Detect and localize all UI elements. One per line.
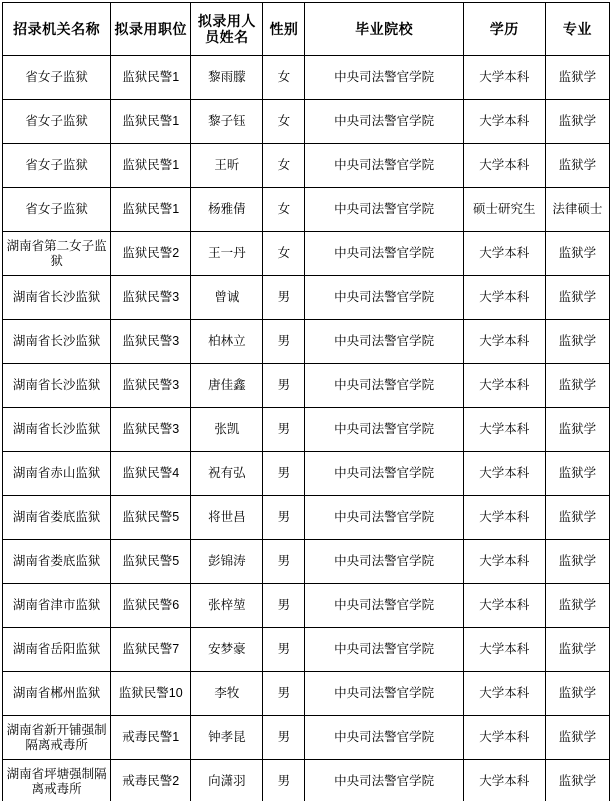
table-row xyxy=(3,56,610,100)
column-header-education: 学历 xyxy=(463,3,545,56)
cell-organization: 省女子监狱 xyxy=(3,188,111,232)
cell-gender: 男 xyxy=(263,276,305,320)
cell-position: 监狱民警1 xyxy=(111,144,191,188)
table-row xyxy=(3,716,610,760)
cell-education: 大学本科 xyxy=(463,100,545,144)
cell-school: 中央司法警官学院 xyxy=(305,320,463,364)
cell-major: 监狱学 xyxy=(545,320,609,364)
column-header-school: 毕业院校 xyxy=(305,3,463,56)
cell-gender: 女 xyxy=(263,188,305,232)
cell-education: 大学本科 xyxy=(463,496,545,540)
cell-candidate-name: 祝有弘 xyxy=(191,452,263,496)
cell-education: 大学本科 xyxy=(463,276,545,320)
column-header-gender: 性别 xyxy=(263,3,305,56)
cell-gender: 男 xyxy=(263,320,305,364)
recruitment-table xyxy=(2,2,610,801)
cell-candidate-name: 李牧 xyxy=(191,672,263,716)
cell-education: 大学本科 xyxy=(463,144,545,188)
cell-position: 戒毒民警1 xyxy=(111,716,191,760)
cell-education: 硕士研究生 xyxy=(463,188,545,232)
cell-major: 法律硕士 xyxy=(545,188,609,232)
cell-position: 监狱民警5 xyxy=(111,540,191,584)
cell-position: 戒毒民警2 xyxy=(111,760,191,801)
cell-school: 中央司法警官学院 xyxy=(305,100,463,144)
column-header-candidate-name: 拟录用人员姓名 xyxy=(191,3,263,56)
cell-organization: 省女子监狱 xyxy=(3,144,111,188)
table-row xyxy=(3,496,610,540)
cell-major: 监狱学 xyxy=(545,716,609,760)
cell-school: 中央司法警官学院 xyxy=(305,760,463,801)
cell-school: 中央司法警官学院 xyxy=(305,364,463,408)
cell-organization: 湖南省郴州监狱 xyxy=(3,672,111,716)
cell-candidate-name: 唐佳鑫 xyxy=(191,364,263,408)
cell-candidate-name: 王一丹 xyxy=(191,232,263,276)
cell-major: 监狱学 xyxy=(545,144,609,188)
cell-organization: 湖南省岳阳监狱 xyxy=(3,628,111,672)
table-row xyxy=(3,672,610,716)
cell-gender: 男 xyxy=(263,672,305,716)
cell-position: 监狱民警1 xyxy=(111,56,191,100)
cell-organization: 湖南省娄底监狱 xyxy=(3,496,111,540)
cell-education: 大学本科 xyxy=(463,452,545,496)
cell-gender: 女 xyxy=(263,56,305,100)
cell-gender: 女 xyxy=(263,144,305,188)
cell-education: 大学本科 xyxy=(463,672,545,716)
cell-gender: 女 xyxy=(263,100,305,144)
header-row xyxy=(3,3,610,56)
cell-major: 监狱学 xyxy=(545,56,609,100)
table-header xyxy=(3,3,610,56)
cell-major: 监狱学 xyxy=(545,584,609,628)
cell-position: 监狱民警3 xyxy=(111,320,191,364)
cell-school: 中央司法警官学院 xyxy=(305,716,463,760)
cell-major: 监狱学 xyxy=(545,276,609,320)
cell-candidate-name: 黎子钰 xyxy=(191,100,263,144)
cell-education: 大学本科 xyxy=(463,628,545,672)
table-body xyxy=(3,56,610,801)
cell-organization: 湖南省长沙监狱 xyxy=(3,276,111,320)
cell-gender: 男 xyxy=(263,364,305,408)
cell-major: 监狱学 xyxy=(545,100,609,144)
cell-gender: 男 xyxy=(263,716,305,760)
cell-major: 监狱学 xyxy=(545,364,609,408)
cell-candidate-name: 安梦豪 xyxy=(191,628,263,672)
cell-major: 监狱学 xyxy=(545,408,609,452)
cell-school: 中央司法警官学院 xyxy=(305,540,463,584)
cell-position: 监狱民警3 xyxy=(111,364,191,408)
table-row xyxy=(3,188,610,232)
cell-education: 大学本科 xyxy=(463,408,545,452)
cell-candidate-name: 黎雨朦 xyxy=(191,56,263,100)
cell-gender: 男 xyxy=(263,628,305,672)
cell-school: 中央司法警官学院 xyxy=(305,452,463,496)
table-row xyxy=(3,232,610,276)
table-row xyxy=(3,276,610,320)
table-row xyxy=(3,540,610,584)
cell-school: 中央司法警官学院 xyxy=(305,276,463,320)
table-row xyxy=(3,320,610,364)
cell-gender: 男 xyxy=(263,760,305,801)
column-header-position: 拟录用职位 xyxy=(111,3,191,56)
cell-education: 大学本科 xyxy=(463,584,545,628)
cell-organization: 湖南省赤山监狱 xyxy=(3,452,111,496)
cell-major: 监狱学 xyxy=(545,232,609,276)
cell-gender: 男 xyxy=(263,408,305,452)
table-row xyxy=(3,364,610,408)
table-row xyxy=(3,100,610,144)
cell-education: 大学本科 xyxy=(463,716,545,760)
cell-candidate-name: 张梓堃 xyxy=(191,584,263,628)
table-row xyxy=(3,628,610,672)
cell-education: 大学本科 xyxy=(463,232,545,276)
cell-school: 中央司法警官学院 xyxy=(305,232,463,276)
cell-school: 中央司法警官学院 xyxy=(305,584,463,628)
cell-organization: 省女子监狱 xyxy=(3,56,111,100)
cell-position: 监狱民警6 xyxy=(111,584,191,628)
cell-major: 监狱学 xyxy=(545,496,609,540)
cell-candidate-name: 将世昌 xyxy=(191,496,263,540)
cell-education: 大学本科 xyxy=(463,56,545,100)
cell-school: 中央司法警官学院 xyxy=(305,188,463,232)
cell-candidate-name: 曾诚 xyxy=(191,276,263,320)
cell-candidate-name: 张凯 xyxy=(191,408,263,452)
table-row xyxy=(3,144,610,188)
cell-position: 监狱民警3 xyxy=(111,276,191,320)
cell-education: 大学本科 xyxy=(463,760,545,801)
table-row xyxy=(3,760,610,801)
cell-position: 监狱民警10 xyxy=(111,672,191,716)
cell-school: 中央司法警官学院 xyxy=(305,408,463,452)
table-row xyxy=(3,584,610,628)
cell-school: 中央司法警官学院 xyxy=(305,628,463,672)
cell-major: 监狱学 xyxy=(545,672,609,716)
cell-organization: 湖南省长沙监狱 xyxy=(3,408,111,452)
cell-position: 监狱民警1 xyxy=(111,188,191,232)
cell-candidate-name: 王昕 xyxy=(191,144,263,188)
cell-organization: 湖南省第二女子监狱 xyxy=(3,232,111,276)
cell-position: 监狱民警4 xyxy=(111,452,191,496)
cell-school: 中央司法警官学院 xyxy=(305,56,463,100)
cell-organization: 湖南省新开铺强制隔离戒毒所 xyxy=(3,716,111,760)
cell-major: 监狱学 xyxy=(545,628,609,672)
cell-major: 监狱学 xyxy=(545,452,609,496)
cell-organization: 湖南省长沙监狱 xyxy=(3,320,111,364)
table-row xyxy=(3,452,610,496)
cell-candidate-name: 杨雅倩 xyxy=(191,188,263,232)
table-row xyxy=(3,408,610,452)
cell-candidate-name: 彭锦涛 xyxy=(191,540,263,584)
cell-gender: 女 xyxy=(263,232,305,276)
cell-school: 中央司法警官学院 xyxy=(305,672,463,716)
cell-organization: 湖南省津市监狱 xyxy=(3,584,111,628)
cell-education: 大学本科 xyxy=(463,540,545,584)
cell-gender: 男 xyxy=(263,496,305,540)
cell-position: 监狱民警3 xyxy=(111,408,191,452)
column-header-major: 专业 xyxy=(545,3,609,56)
cell-organization: 湖南省长沙监狱 xyxy=(3,364,111,408)
cell-position: 监狱民警2 xyxy=(111,232,191,276)
cell-candidate-name: 柏林立 xyxy=(191,320,263,364)
cell-position: 监狱民警7 xyxy=(111,628,191,672)
cell-organization: 省女子监狱 xyxy=(3,100,111,144)
cell-major: 监狱学 xyxy=(545,540,609,584)
cell-education: 大学本科 xyxy=(463,320,545,364)
cell-school: 中央司法警官学院 xyxy=(305,496,463,540)
cell-major: 监狱学 xyxy=(545,760,609,801)
cell-position: 监狱民警5 xyxy=(111,496,191,540)
cell-gender: 男 xyxy=(263,584,305,628)
cell-organization: 湖南省坪塘强制隔离戒毒所 xyxy=(3,760,111,801)
column-header-organization: 招录机关名称 xyxy=(3,3,111,56)
cell-candidate-name: 钟孝昆 xyxy=(191,716,263,760)
cell-school: 中央司法警官学院 xyxy=(305,144,463,188)
cell-education: 大学本科 xyxy=(463,364,545,408)
cell-gender: 男 xyxy=(263,540,305,584)
cell-candidate-name: 向潇羽 xyxy=(191,760,263,801)
cell-gender: 男 xyxy=(263,452,305,496)
cell-position: 监狱民警1 xyxy=(111,100,191,144)
cell-organization: 湖南省娄底监狱 xyxy=(3,540,111,584)
